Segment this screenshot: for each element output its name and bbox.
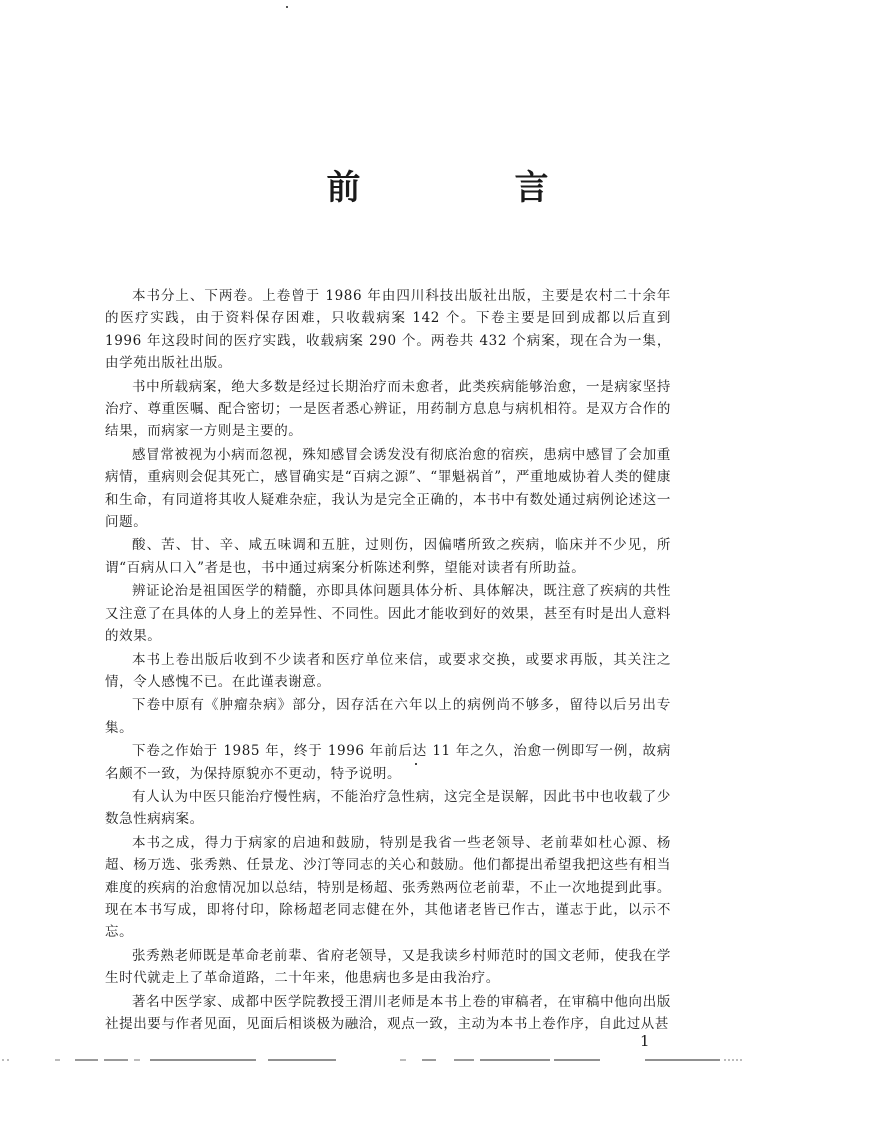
paragraph: 书中所载病案，绝大多数是经过长期治疗而未愈者，此类疾病能够治愈，一是病家坚持治疗、尊重医嘱、配合密切；一是医者悉心辨证，用药制方息息与病机相符。是双方合作的结果，而病家一方则是主要的。 bbox=[105, 378, 671, 440]
paragraph: 有人认为中医只能治疗慢性病，不能治疗急性病，这完全是误解，因此书中也收载了少数急性病病案。 bbox=[105, 788, 671, 828]
paragraph: 下卷中原有《肿瘤杂病》部分，因存活在六年以上的病例尚不够多，留待以后另出专集。 bbox=[105, 697, 671, 736]
page-title: 前 言 bbox=[326, 168, 609, 208]
paragraph: 本书分上、下两卷。上卷曾于 1986 年由四川科技出版社出版，主要是农村二十余年的医疗实践，由于资料保存困难，只收载病案 142 个。下卷主要是回到成都以后直到 1996 年这段时间的医疗实践，收载病案 290 个。两卷共 432 个病案，现在合为一集，由学苑出版社出版。 bbox=[105, 288, 671, 372]
paragraph: 辨证论治是祖国医学的精髓，亦即具体问题具体分析、具体解决，既注意了疾病的共性又注意了在具体的人身上的差异性、不同性。因此才能收到好的效果，甚至有时是出人意料的效果。 bbox=[105, 583, 671, 645]
paragraph: 本书之成，得力于病家的启迪和鼓励，特别是我省一些老领导、老前辈如杜心源、杨超、杨万选、张秀熟、任景龙、沙汀等同志的关心和鼓励。他们都提出希望我把这些有相当难度的疾病的治愈情况加以总结，特别是杨超、张秀熟两位老前辈，不止一次地提到此事。现在本书写成，即将付印，除杨超老同志健在外，其他诸老皆已作古，谨志于此，以示不忘。 bbox=[105, 834, 671, 941]
scan-speck bbox=[286, 6, 288, 8]
preface-body bbox=[105, 285, 671, 1036]
paragraph: 感冒常被视为小病而忽视，殊知感冒会诱发没有彻底治愈的宿疾，患病中感冒了会加重病情，重病则会促其死亡，感冒确实是“百病之源”、“罪魁祸首”，严重地威协着人类的健康和生命，有同道将其收人疑难杂症，我认为是完全正确的，本书中有数处通过病例论述这一问题。 bbox=[105, 446, 671, 531]
paragraph: 下卷之作始于 1985 年，终于 1996 年前后达 11 年之久，治愈一例即写一例，故病名颇不一致，为保持原貌亦不更动，特予说明。 bbox=[105, 743, 671, 782]
scan-speck bbox=[415, 763, 417, 765]
scan-edge-lines bbox=[0, 1058, 875, 1062]
paragraph: 著名中医学家、成都中医学院教授王渭川老师是本书上卷的审稿者，在审稿中他向出版社提出要与作者见面，见面后相谈极为融洽，观点一致，主动为本书上卷作序，自此过从甚 bbox=[105, 993, 671, 1032]
paragraph: 酸、苦、甘、辛、咸五味调和五脏，过则伤，因偏嗜所致之疾病，临床并不少见，所谓“百病从口入”者是也，书中通过病案分析陈述利弊，望能对读者有所助益。 bbox=[105, 537, 671, 576]
paragraph: 本书上卷出版后收到不少读者和医疗单位来信，或要求交换，或要求再版，其关注之情，令人感愧不已。在此谨表谢意。 bbox=[105, 651, 671, 690]
paragraph: 张秀熟老师既是革命老前辈、省府老领导，又是我读乡村师范时的国文老师，使我在学生时代就走上了革命道路，二十年来，他患病也多是由我治疗。 bbox=[105, 947, 671, 987]
page-number: 1 bbox=[640, 1032, 650, 1050]
